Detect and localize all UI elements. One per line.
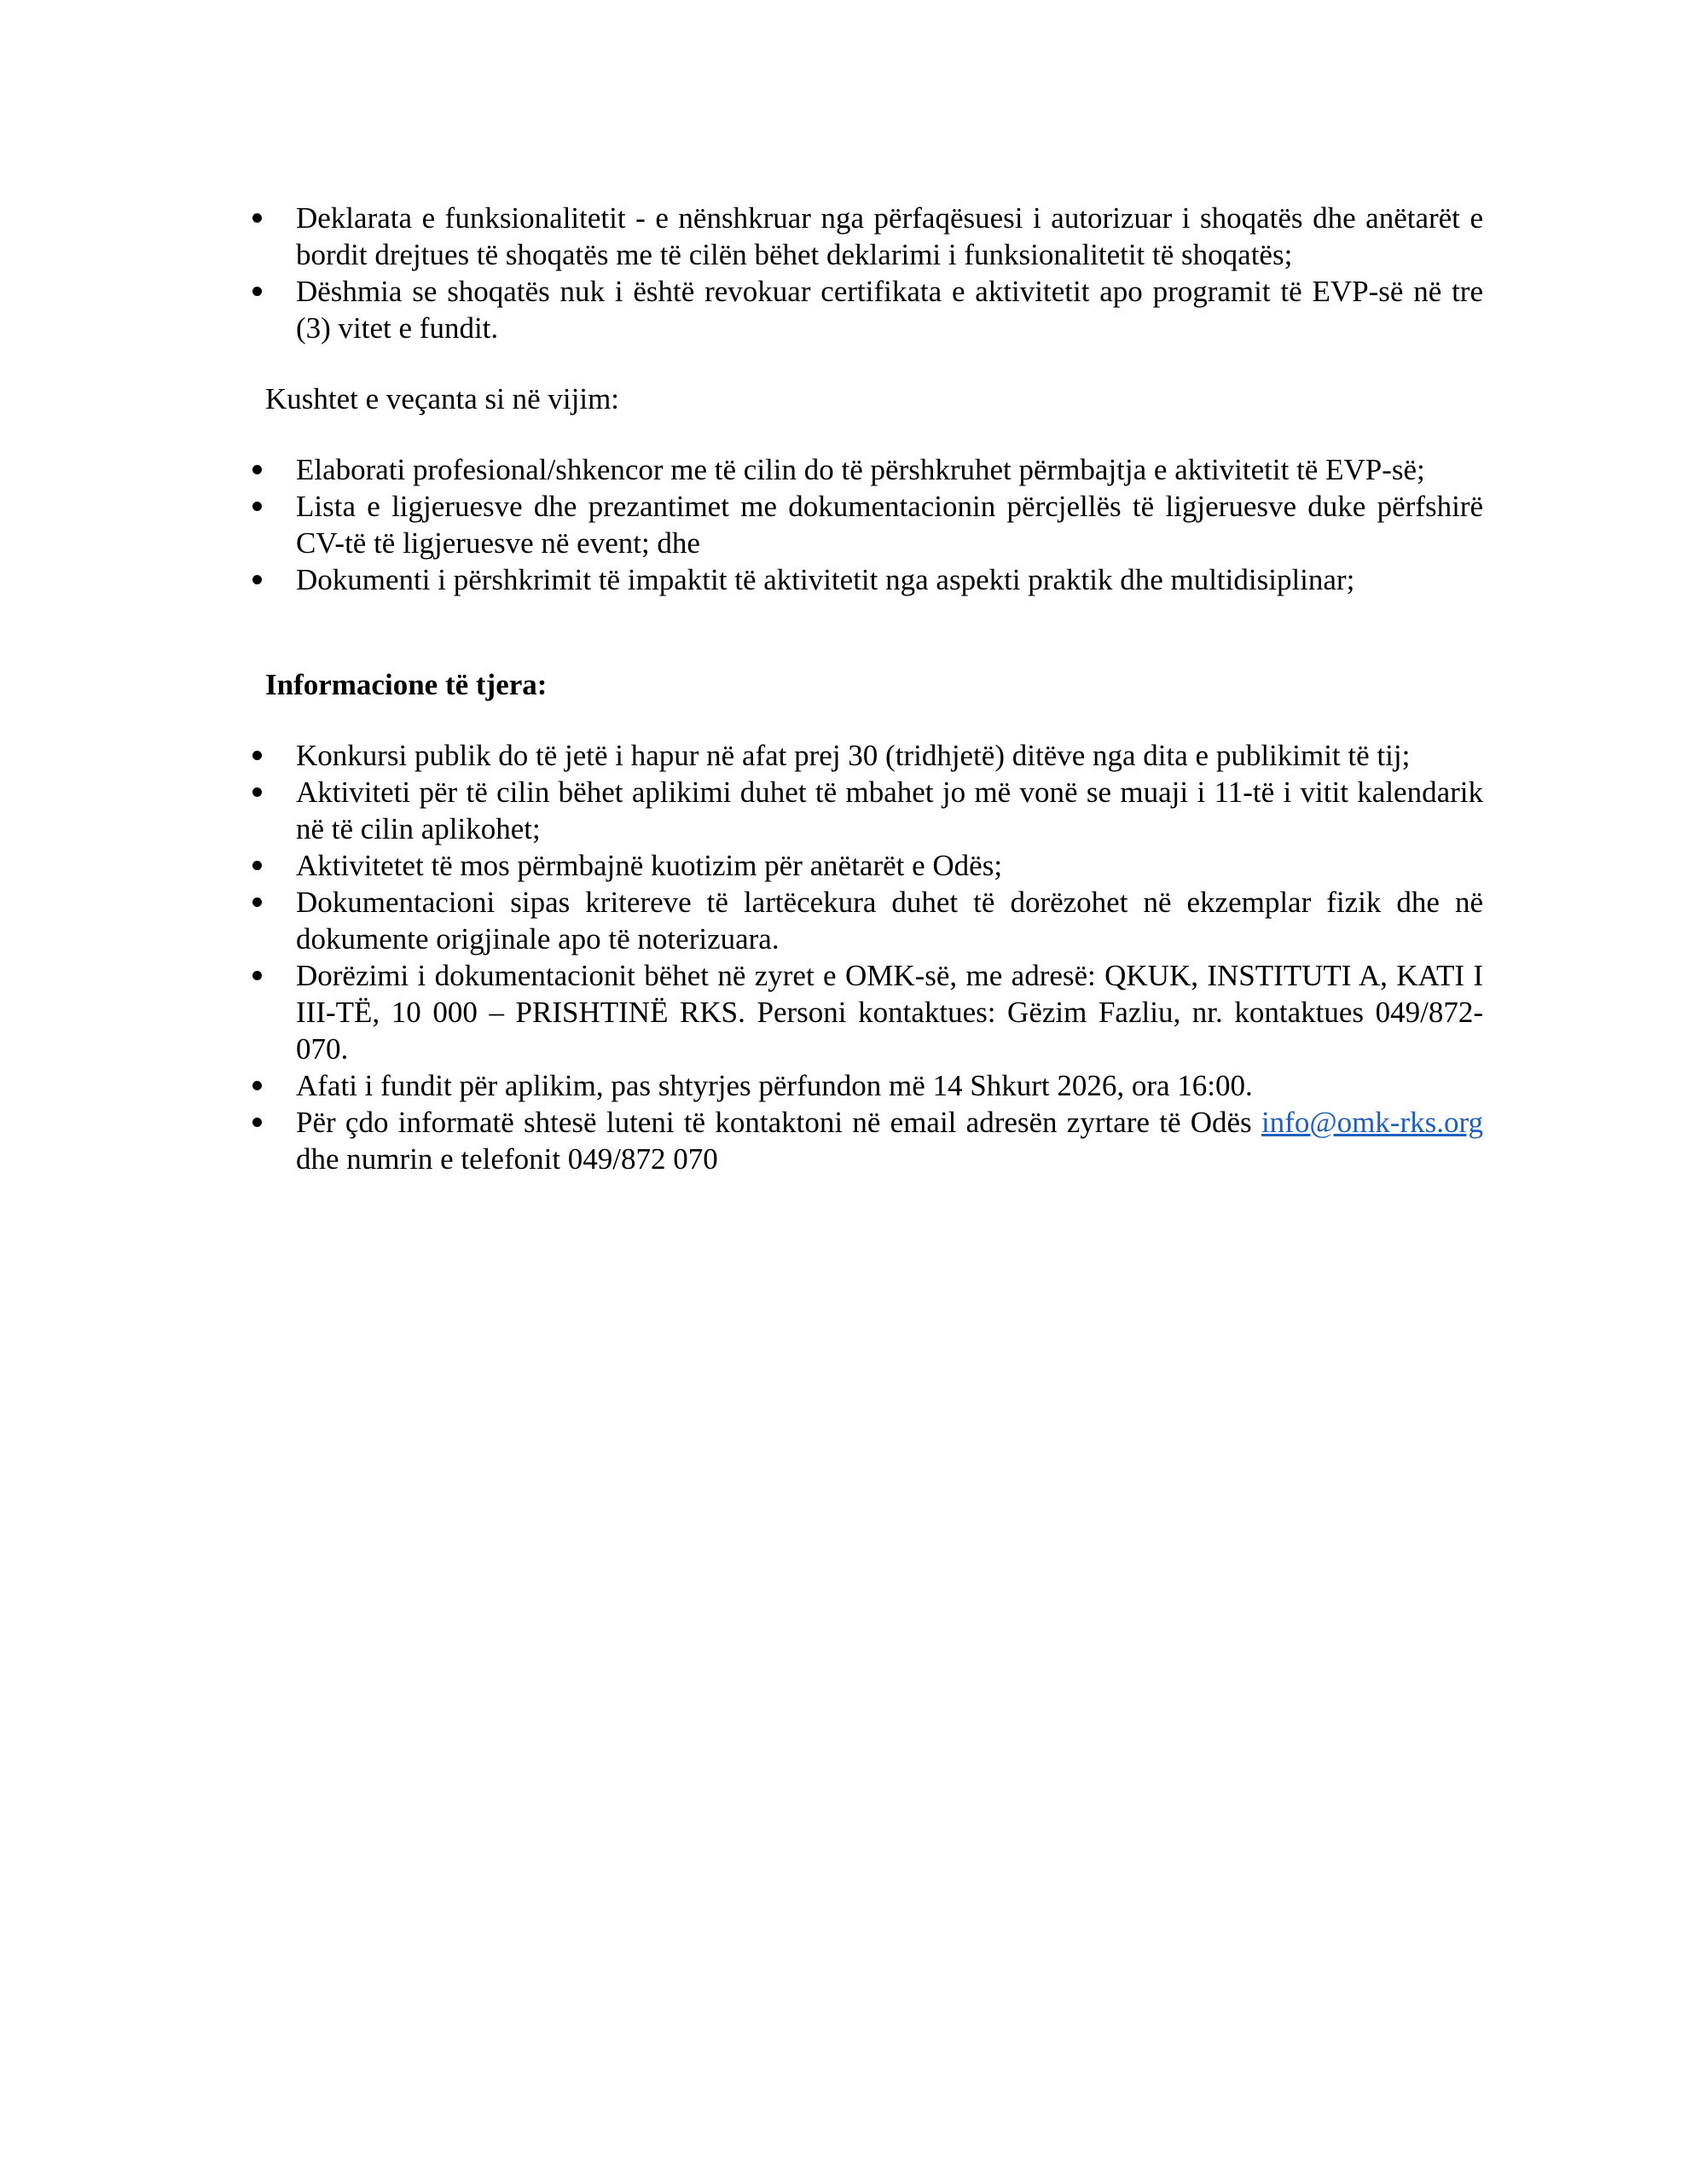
bullet-icon <box>248 774 265 810</box>
email-link[interactable]: info@omk-rks.org <box>1261 1106 1483 1139</box>
list-item-text: Dorëzimi i dokumentacionit bëhet në zyret e OMK-së, me adresë: QKUK, INSTITUTI A, KATI I III-TË, 10 000 – PRISHTINË RKS. Personi kontaktues: Gëzim Fazliu, nr. kontaktues 049/872-070. <box>296 959 1483 1066</box>
list-item-text: Lista e ligjeruesve dhe prezantimet me dokumentacionin përcjellës të ligjeruesve duke përfshirë CV-të të ligjeruesve në event; dhe <box>296 490 1483 560</box>
list-item <box>265 957 1483 1067</box>
list-item-text: Dokumentacioni sipas kritereve të lartëcekura duhet të dorëzohet në ekzemplar fizik dhe në dokumente origjinale apo të noterizuara. <box>296 886 1483 956</box>
bullet-icon <box>248 737 265 774</box>
other-info-list <box>265 737 1483 1177</box>
bullet-icon <box>248 451 265 488</box>
bullet-icon <box>248 200 265 236</box>
list-item <box>265 847 1483 884</box>
list-item-contact <box>265 1104 1483 1177</box>
list-item <box>265 200 1483 273</box>
other-info-heading: Informacione të tjera: <box>265 668 548 701</box>
bullet-icon <box>248 847 265 884</box>
list-item <box>265 561 1483 598</box>
contact-text-after: dhe numrin e telefonit 049/872 070 <box>296 1142 718 1176</box>
bullet-icon <box>248 1067 265 1104</box>
list-item <box>265 273 1483 346</box>
list-item <box>265 884 1483 957</box>
bullet-icon <box>248 884 265 921</box>
list-item-text: Aktivitetet të mos përmbajnë kuotizim për anëtarët e Odës; <box>296 849 1003 882</box>
list-item-text: Afati i fundit për aplikim, pas shtyrjes përfundon më 14 Shkurt 2026, ora 16:00. <box>296 1069 1253 1102</box>
list-item-text: Deklarata e funksionalitetit - e nënshkruar nga përfaqësuesi i autorizuar i shoqatës dhe anëtarët e bordit drejtues të shoqatës me të cilën bëhet deklarimi i funksionalitetit të shoqatës; <box>296 201 1483 271</box>
list-item <box>265 737 1483 774</box>
bullet-icon <box>248 488 265 525</box>
list-item <box>265 451 1483 488</box>
contact-text-before: Për çdo informatë shtesë luteni të kontaktoni në email adresën zyrtare të Odës <box>296 1106 1261 1139</box>
list-item <box>265 1067 1483 1104</box>
list-item <box>265 774 1483 847</box>
document-content <box>265 200 1483 1177</box>
list-item <box>265 488 1483 561</box>
general-requirements-list <box>265 200 1483 346</box>
list-item-text: Aktiviteti për të cilin bëhet aplikimi duhet të mbahet jo më vonë se muaji i 11-të i vitit kalendarik në të cilin aplikohet; <box>296 775 1483 845</box>
list-item-text: Dokumenti i përshkrimit të impaktit të aktivitetit nga aspekti praktik dhe multidisiplinar; <box>296 563 1355 596</box>
bullet-icon <box>248 1104 265 1141</box>
bullet-icon <box>248 273 265 310</box>
special-conditions-list <box>265 451 1483 598</box>
list-item-text: Konkursi publik do të jetë i hapur në afat prej 30 (tridhjetë) ditëve nga dita e publikimit të tij; <box>296 739 1411 772</box>
special-conditions-label: Kushtet e veçanta si në vijim: <box>265 382 620 415</box>
list-item-text: Dëshmia se shoqatës nuk i është revokuar certifikata e aktivitetit apo programit të EVP-së në tre (3) vitet e fundit. <box>296 275 1483 345</box>
list-item-text: Elaborati profesional/shkencor me të cilin do të përshkruhet përmbajtja e aktivitetit të EVP-së; <box>296 453 1425 486</box>
bullet-icon <box>248 561 265 598</box>
bullet-icon <box>248 957 265 994</box>
